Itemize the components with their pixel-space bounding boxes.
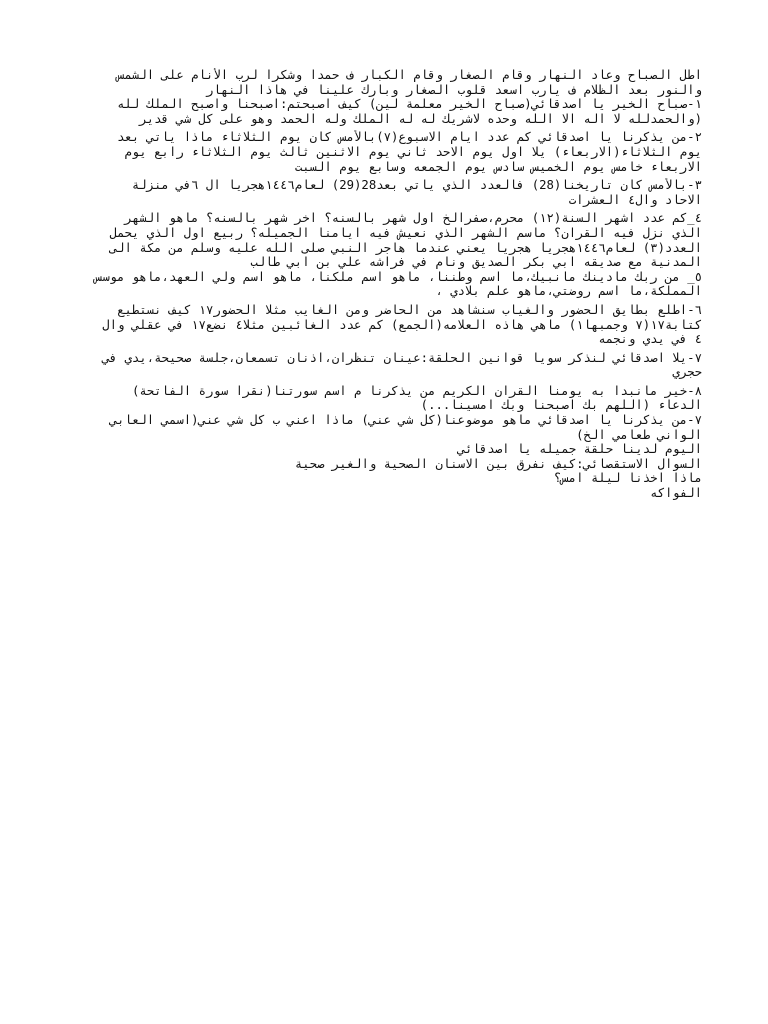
text-line: الاحاد وال٤ العشرات [568,192,702,207]
text-line: ٢-من يذكرنا يا اصدقائي كم عدد ايام الاسبوع(٧)بالأمس كان يوم الثلاثاء ماذا ياتي بعد [117,130,702,145]
text-line: والنور بعد الظلام ف يارب اسعد قلوب الصغار وبارك علينا في هاذا النهار [205,82,702,97]
document-page [66,68,702,501]
text-line: (والحمدلله لا اله الا الله وحده لاشريك له له الملك وله الحمد وهو على كل شي قدير [139,111,702,126]
text-line: حجري [672,365,702,380]
text-line: الواني طعامي الخ) [576,427,702,442]
text-line: ٤ في يدي ونجمه [598,332,702,347]
text-line: الدعاء (اللهم بك اصبحنا وبك امسينا...) [420,398,702,413]
text-line: السوال الاستقصائي:كيف نفرق بين الاسنان الصحية والغير صحية [294,456,702,471]
text-line: اطل الصباح وعاد النهار وقام الصغار وقام الكبار ف حمدا وشكرا لرب الأنام على الشمس [117,68,702,82]
text-line: الاربعاء خامس يوم الخميس سادس يوم الجمعه وسابع يوم السبت [294,159,702,174]
text-line: الفواكه [650,486,702,501]
text-line: ٤_كم عدد اشهر السنة(١٢) محرم،صفرالخ اول شهر بالسنه؟ اخر شهر بالسنه؟ ماهو الشهر [124,211,702,226]
text-line: العدد(٣) لعام١٤٤٦هجريا هجريا يعني عندما هاجر النبي صلى الله عليه وسلم من مكة الى [109,240,702,255]
text-line: ماذا اخذنا ليلة امس؟ [553,471,702,486]
text-line: الذي نزل فيه القران؟ ماسم الشهر الذي نعيش فيه ايامنا الجميله؟ ربيع اول الذي يحمل [109,225,702,240]
text-line: اليوم لدينا حلقة جميله يا اصدقائي [457,442,702,457]
text-line: ٦-اطلع بطايق الحضور والغياب سنشاهد من الحاضر ومن الغايب مثلا الحضور١٧ كيف نستطيع [117,302,702,317]
text-line: ٥_ من ربك مادينك مانبيك،ما اسم وطننا، ماهو اسم ملكنا، ماهو اسم ولي العهد،ماهو موسس [94,269,702,284]
text-line: ٨-خير مانبدا به يومنا القران الكريم من يذكرنا م اسم سورتنا(نقرا سورة الفاتحة) [131,383,702,398]
text-line: المملكة،ما اسم روضتي،ماهو علم بلادي ، [435,284,702,299]
text-line: ٧-يلا اصدقائي لنذكر سويا قوانين الحلقة:عينان تنظران،اذنان تسمعان،جلسة صحيحة،يدي في [102,350,702,365]
text-line: ٧-من يذكرنا يا اصدقائي ماهو موضوعنا(كل شي عني) ماذا اعني ب كل شي عني(اسمي العابي [109,413,702,428]
text-line: كتابة١٧(٧ وجمبها١) ماهي هاذه العلامه(الجمع) كم عدد الغائبين مثلا٤ نضع١٧ في عقلي وال [102,317,702,332]
text-line: يوم الثلاثاء(الاربعاء) يلا اول يوم الاحد ثاني يوم الاثنين ثالث يوم الثلاثاء رابع يوم [124,144,702,159]
text-line: ١-صباح الخير يا اصدقائي(صباح الخير معلمة لين) كيف اصبحتم:اصبحنا واصبح الملك لله [117,97,702,112]
text-line: المدنية مع صديقه ابي بكر الصديق ونام في فراشه علي بن ابي طالب [250,255,702,270]
text-line: ٣-بالأمس كان تاريخنا(28) فالعدد الذي ياتي بعد28(29) لعام١٤٤٦هجريا ال ٦في منزلة [131,178,702,193]
